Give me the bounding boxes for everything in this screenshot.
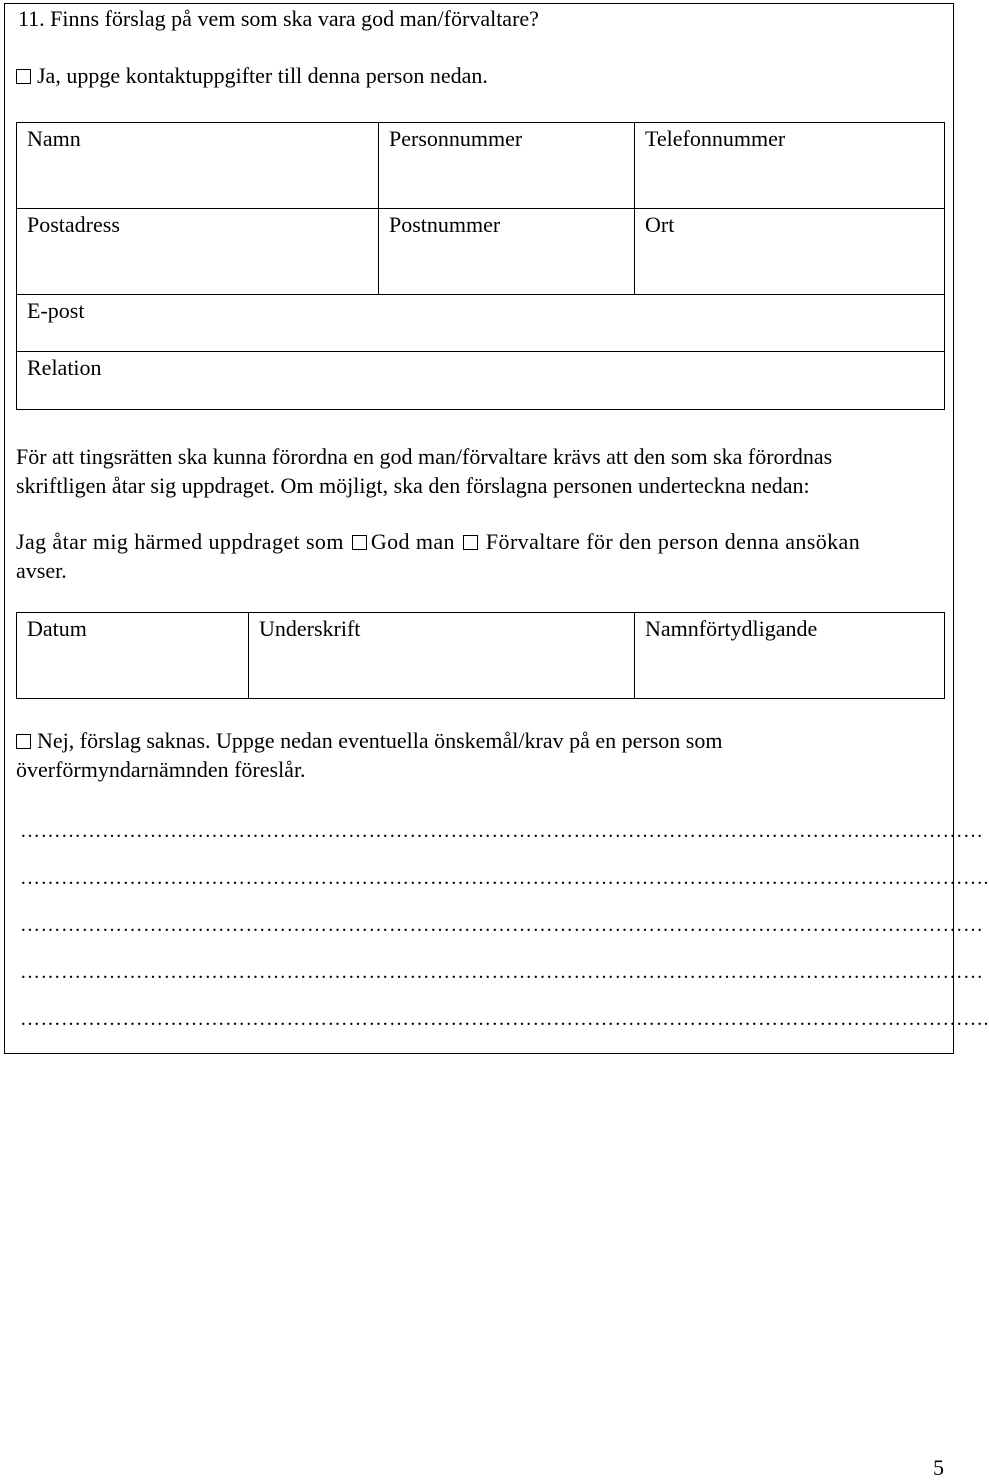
checkbox-yes[interactable] [16,69,31,84]
dotted-line-1[interactable]: …………………………………………………………………………………………………………………………… [20,820,984,842]
label-ort: Ort [645,212,675,237]
checkbox-forvaltare[interactable] [463,535,478,550]
option-forvaltare-label: Förvaltare för den person denna ansökan [485,529,861,554]
label-personnummer: Personnummer [389,126,523,151]
page-number: 5 [933,1455,944,1480]
cell-postadress[interactable] [17,209,379,295]
option-god-man-label: God man [370,529,455,554]
cell-personnummer[interactable] [379,123,635,209]
commitment-line2: avser. [16,558,67,583]
label-postnummer: Postnummer [389,212,501,237]
cell-relation[interactable] [17,352,945,410]
label-datum: Datum [27,616,87,641]
label-postadress: Postadress [27,212,120,237]
label-relation: Relation [27,355,102,380]
option-no-row [16,727,722,755]
cell-namn[interactable] [17,123,379,209]
label-telefonnummer: Telefonnummer [645,126,786,151]
commitment-prefix: Jag åtar mig härmed uppdraget som [16,529,344,554]
label-underskrift: Underskrift [259,616,361,641]
label-namn: Namn [27,126,81,151]
dotted-line-3[interactable]: …………………………………………………………………………………………………………………………… [20,914,984,936]
option-yes-label: Ja, uppge kontaktuppgifter till denna person nedan. [37,63,488,88]
cell-postnummer[interactable] [379,209,635,295]
contact-table [16,122,945,410]
dotted-line-2[interactable]: ……………………………………………………………………………………………………………………………. [20,867,989,889]
cell-epost[interactable] [17,295,945,352]
option-no-line2: överförmyndarnämnden föreslår. [16,757,306,782]
info-text-line1: För att tingsrätten ska kunna förordna en god man/förvaltare krävs att den som ska förordnas [16,444,833,469]
checkbox-god-man[interactable] [352,535,367,550]
cell-telefonnummer[interactable] [635,123,945,209]
commitment-line1 [16,528,860,556]
cell-ort[interactable] [635,209,945,295]
checkbox-no[interactable] [16,734,31,749]
cell-underskrift[interactable] [249,613,635,699]
label-epost: E-post [27,298,85,323]
dotted-line-5[interactable]: ……………………………………………………………………………………………………………………………. [20,1008,989,1030]
signature-table [16,612,945,699]
cell-namnfortydligande[interactable] [635,613,945,699]
question-title: 11. Finns förslag på vem som ska vara god man/förvaltare? [18,6,539,31]
dotted-line-4[interactable]: …………………………………………………………………………………………………………………………… [20,961,984,983]
label-namnfortydligande: Namnförtydligande [645,616,818,641]
info-text-line2: skriftligen åtar sig uppdraget. Om möjligt, ska den förslagna personen underteckna nedan: [16,473,810,498]
cell-datum[interactable] [17,613,249,699]
option-no-label: Nej, förslag saknas. Uppge nedan eventuella önskemål/krav på en person som [37,728,723,753]
option-yes-row [16,62,488,90]
